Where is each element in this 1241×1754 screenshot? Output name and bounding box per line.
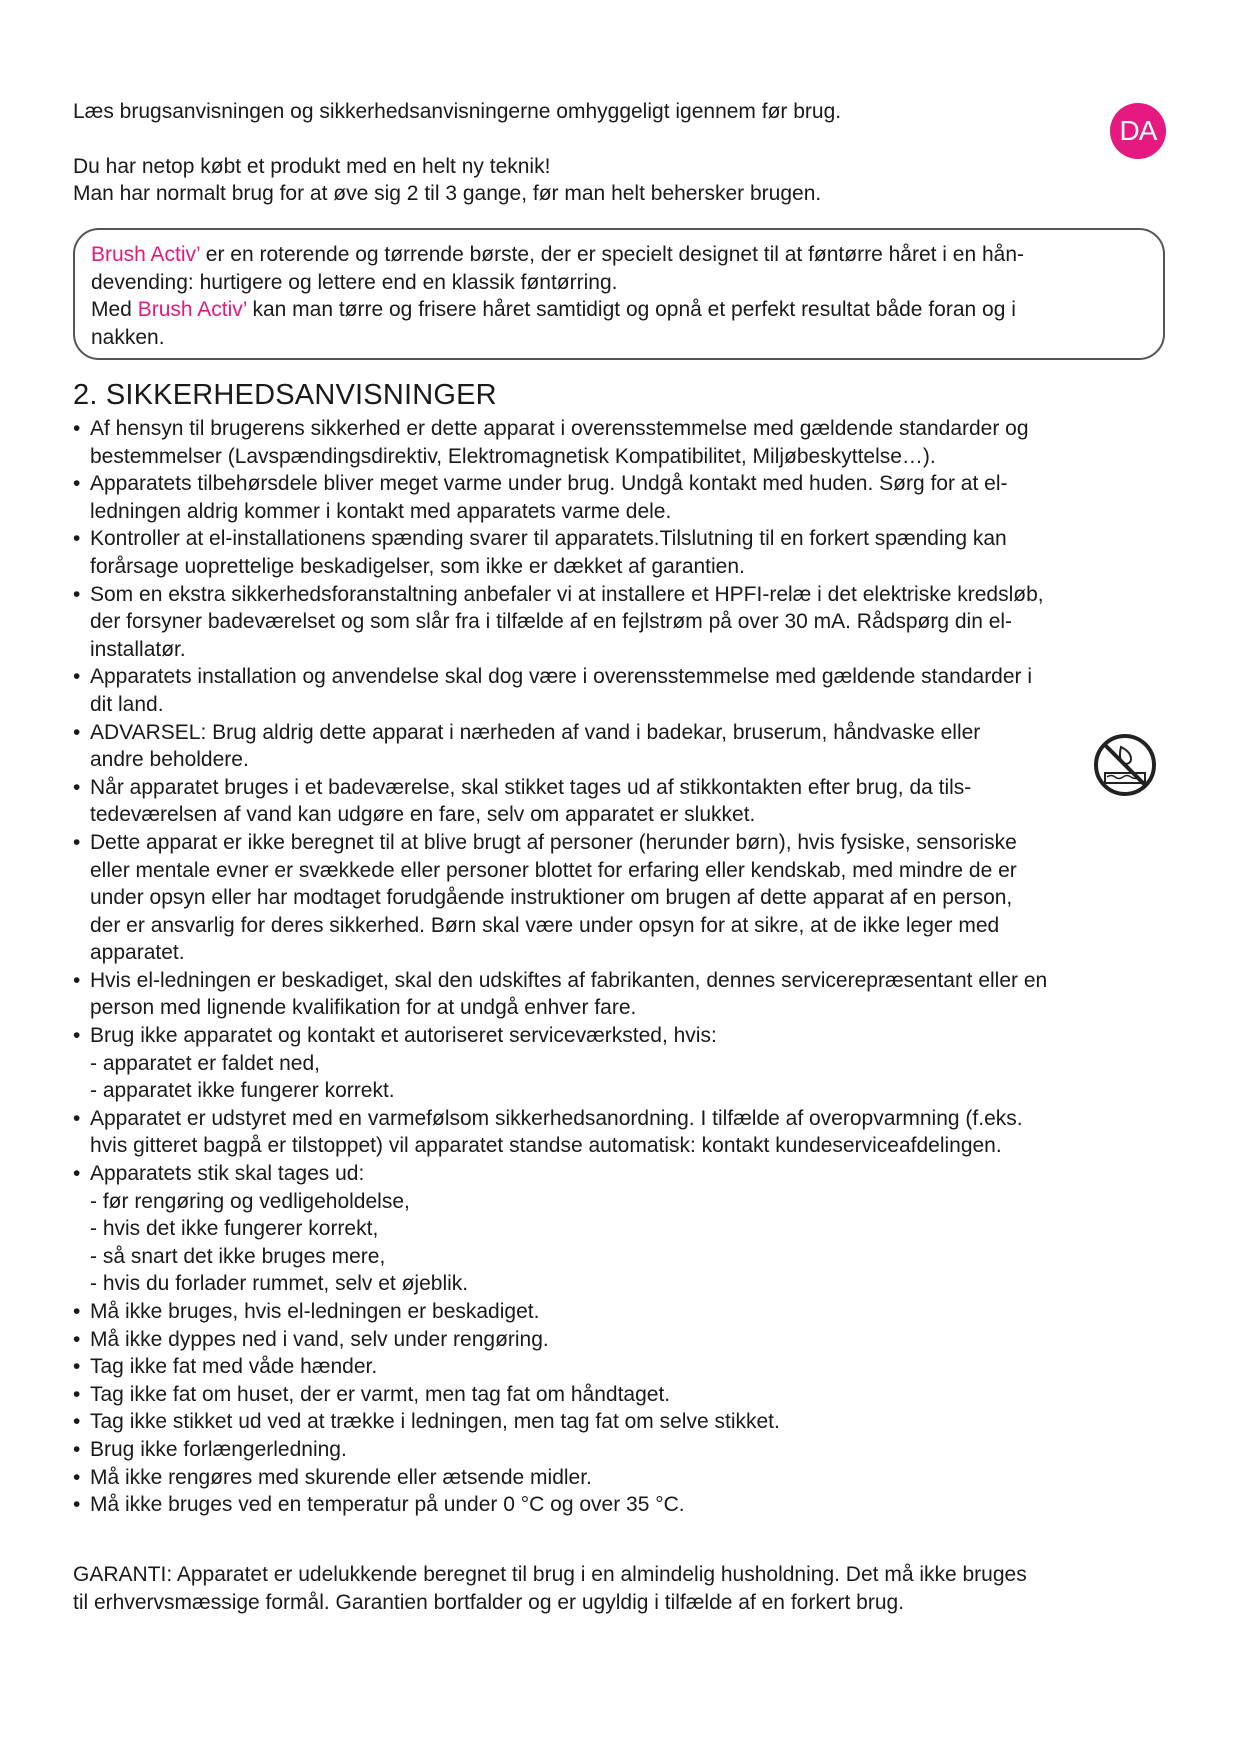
intro-section xyxy=(73,98,1173,208)
warranty-line-1: GARANTI: Apparatet er udelukkende beregnet til brug i en almindelig husholdning. Det må ikke bruges xyxy=(73,1563,1027,1586)
box-line-2: devending: hurtigere og lettere end en klassik føntørring. xyxy=(91,270,618,294)
list-item: • Apparatet er udstyret med en varmefølsom sikkerhedsanordning. I tilfælde af overopvarmning (f.eks. hvis gitteret bagpå er tilstoppet) vil apparatet standse automatisk: kontakt kundeserviceafdelingen. xyxy=(73,1106,1023,1158)
list-item: • Tag ikke fat med våde hænder. xyxy=(73,1355,378,1379)
list-item: • Brug ikke apparatet og kontakt et autoriseret serviceværksted, hvis: - apparatet er faldet ned, - apparatet ikke fungerer korrekt. xyxy=(73,1024,717,1103)
product-intro-box xyxy=(73,228,1165,360)
brand-name: Brush Activ’ xyxy=(137,298,247,321)
list-item: • Som en ekstra sikkerhedsforanstaltning anbefaler vi at installere et HPFI-relæ i det elektriske kredsløb, der forsyner badeværelset og som slår fra i tilfælde af en fejlstrøm på over 30 mA. Rådspørg din el- installatør. xyxy=(73,582,1044,661)
no-water-use-icon xyxy=(1093,733,1157,797)
box-line-1: Brush Activ’ er en roterende og tørrende børste, der er specielt designet til at føntørre håret i en hån- xyxy=(91,243,1025,266)
list-item: • Apparatets stik skal tages ud: - før rengøring og vedligeholdelse, - hvis det ikke fungerer korrekt, - så snart det ikke bruges mere, - hvis du forlader rummet, selv et øjeblik. xyxy=(73,1162,469,1296)
section-title: 2. SIKKERHEDSANVISNINGER xyxy=(73,379,497,411)
brand-name: Brush Activ’ xyxy=(91,243,200,266)
list-item: • Må ikke bruges ved en temperatur på under 0 °C og over 35 °C. xyxy=(73,1493,685,1517)
list-item: • Brug ikke forlængerledning. xyxy=(73,1437,347,1461)
intro-line-2: Du har netop købt et produkt med en helt ny teknik! xyxy=(73,154,551,178)
warranty-section xyxy=(73,1561,1173,1616)
language-badge: DA xyxy=(1110,103,1166,159)
warning-item: • ADVARSEL: Brug aldrig dette apparat i nærheden af vand i badekar, bruserum, håndvaske eller andre beholdere. xyxy=(73,720,981,772)
list-item: • Når apparatet bruges i et badeværelse, skal stikket tages ud af stikkontakten efter brug, da tils- tedeværelsen af vand kan udgøre en fare, selv om apparatet er slukket. xyxy=(73,775,972,827)
list-item: • Kontroller at el-installationens spænding svarer til apparatets.Tilslutning til en forkert spænding kan forårsage uoprettelige beskadigelser, som ikke er dækket af garantien. xyxy=(73,527,1007,578)
list-item: • Apparatets installation og anvendelse skal dog være i overensstemmelse med gældende standarder i dit land. xyxy=(73,665,1033,716)
list-item: • Tag ikke fat om huset, der er varmt, men tag fat om håndtaget. xyxy=(73,1382,671,1406)
list-item: • Tag ikke stikket ud ved at trække i ledningen, men tag fat om selve stikket. xyxy=(73,1410,780,1434)
safety-instructions-list xyxy=(73,415,1173,1519)
intro-line-3: Man har normalt brug for at øve sig 2 til 3 gange, før man helt behersker brugen. xyxy=(73,182,822,205)
list-item: • Dette apparat er ikke beregnet til at blive brugt af personer (herunder børn), hvis fysiske, sensoriske eller mentale evner er svækkede eller personer blottet for erfaring eller kendskab, med mindre de er under opsyn eller har modtaget forudgående instruktioner om brugen af dette apparat af en person, der er ansvarlig for deres sikkerhed. Børn skal være under opsyn for at sikre, at de ikke leger med apparatet. xyxy=(73,830,1017,965)
list-item: • Hvis el-ledningen er beskadiget, skal den udskiftes af fabrikanten, dennes servicerepræsentant eller en person med lignende kvalifikation for at undgå enhver fare. xyxy=(73,968,1048,1020)
list-item: • Må ikke rengøres med skurende eller ætsende midler. xyxy=(73,1465,592,1489)
warranty-line-2: til erhvervsmæssige formål. Garantien bortfalder og er ugyldig i tilfælde af en forkert brug. xyxy=(73,1590,905,1614)
list-item: • Af hensyn til brugerens sikkerhed er dette apparat i overensstemmelse med gældende standarder og bestemmelser (Lavspændingsdirektiv, Elektromagnetisk Kompatibilitet, Miljøbeskyttelse…). xyxy=(73,417,1029,468)
list-item: • Må ikke dyppes ned i vand, selv under rengøring. xyxy=(73,1327,549,1351)
intro-line-1: Læs brugsanvisningen og sikkerhedsanvisningerne omhyggeligt igennem før brug. xyxy=(73,100,842,123)
list-item: • Må ikke bruges, hvis el-ledningen er beskadiget. xyxy=(73,1300,540,1323)
box-line-3: Med Brush Activ’ kan man tørre og frisere håret samtidigt og opnå et perfekt resultat både foran og i xyxy=(91,298,1016,321)
box-line-4: nakken. xyxy=(91,325,165,349)
list-item: • Apparatets tilbehørsdele bliver meget varme under brug. Undgå kontakt med huden. Sørg for at el- ledningen aldrig kommer i kontakt med apparatets varme dele. xyxy=(73,472,1008,523)
